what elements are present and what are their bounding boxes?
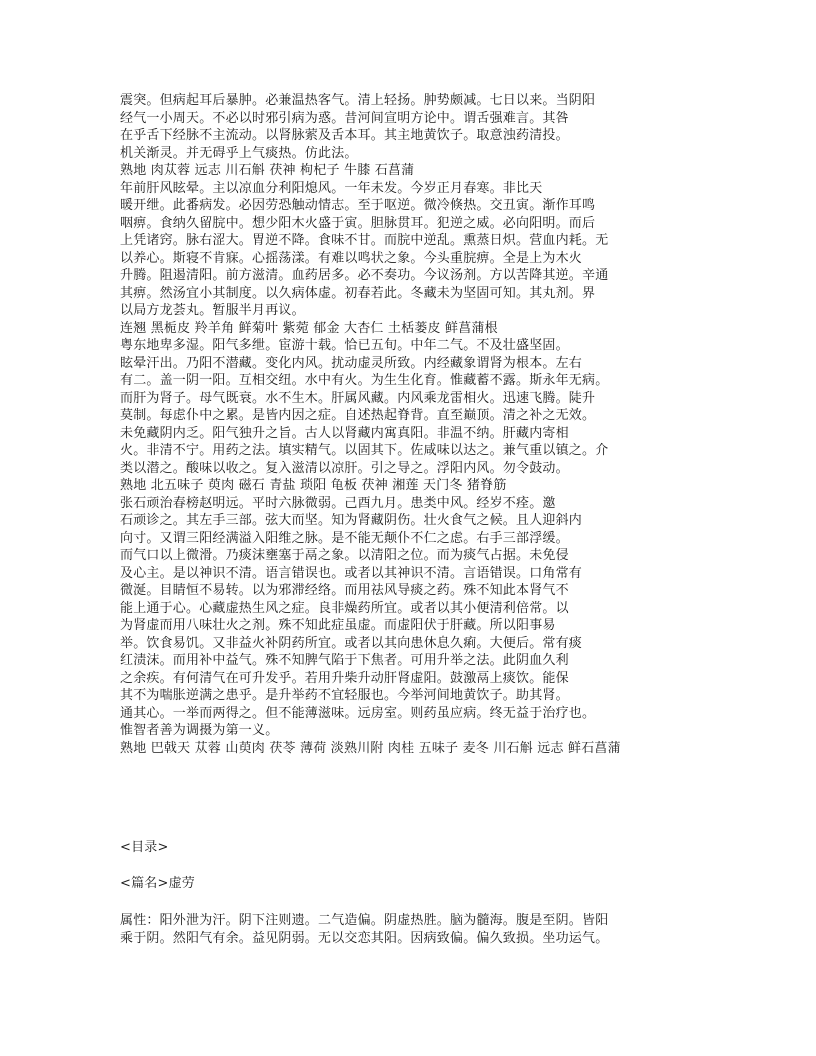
text-line: 震突。但病起耳后暴肿。必兼温热客气。清上轻扬。肿势颇减。七日以来。当阴阳	[120, 93, 596, 108]
text-line: 年前肝风眩晕。主以凉血分利阳熄风。一年未发。今岁正月春寒。非比天	[120, 180, 543, 196]
attribute-text-line: 乘于阴。然阳气有余。益见阴弱。无以交恋其阳。因病致偏。偏久致损。坐功运气。	[120, 930, 609, 946]
text-line: 其痹。然汤宜小其制度。以久病体虚。初春若此。冬藏未为坚固可知。其丸剂。界	[120, 285, 596, 301]
text-line: 升腾。阻遏清阳。前方滋清。血药居多。必不奏功。今议汤剂。方以苦降其逆。辛通	[120, 268, 609, 283]
table-of-contents-label: <目录>	[120, 840, 169, 855]
text-line: 连翘 黑栀皮 羚羊角 鲜菊叶 紫菀 郁金 大杏仁 土栝蒌皮 鲜菖蒲根	[120, 320, 498, 336]
text-line: 向寸。又谓三阳经满溢入阳维之脉。是不能无颠仆不仁之虑。右手三部浮缓。	[120, 530, 569, 546]
text-line: 其不为喘胀逆满之患乎。是升举药不宜轻服也。今举河间地黄饮子。助其肾。	[120, 688, 569, 703]
text-line: 上凭诸窍。脉右涩大。胃逆不降。食味不甘。而脘中逆乱。熏蒸日炽。营血内耗。无	[120, 233, 609, 248]
text-line: 熟地 北五味子 萸肉 磁石 青盐 琐阳 龟板 茯神 湘莲 天门冬 猪脊筋	[120, 478, 507, 493]
text-line: 在乎舌下经脉不主流动。以肾脉萦及舌本耳。其主地黄饮子。取意浊药清投。	[120, 128, 569, 143]
text-line: 举。饮食易饥。又非益火补阴药所宜。或者以其向患休息久痢。大便后。常有痰	[120, 635, 583, 651]
text-line: 及心主。是以神识不清。语言错误也。或者以其神识不清。言语错误。口角常有	[120, 565, 583, 581]
text-line: 火。非清不宁。用药之法。填实精气。以固其下。佐咸味以达之。兼气重以镇之。介	[120, 443, 609, 458]
text-line: 惟智者善为调摄为第一义。	[120, 723, 279, 738]
text-line: 张石顽治春榜赵明远。平时六脉微弱。己酉九月。患类中风。经岁不痊。邀	[120, 495, 556, 511]
text-line: 石顽诊之。其左手三部。弦大而坚。知为肾藏阴伤。壮火食气之候。且人迎斜内	[120, 513, 583, 528]
main-text-body	[120, 92, 710, 757]
text-line: 有二。盖一阴一阳。互相交纽。水中有火。为生生化育。惟藏蓄不露。斯永年无病。	[120, 373, 609, 388]
text-line: 莫制。每虑仆中之累。是皆内因之症。自述热起脊背。直至巅顶。清之补之无效。	[120, 408, 596, 423]
text-line: 通其心。一举而两得之。但不能薄滋味。远房室。则药虽应病。终无益于治疗也。	[120, 705, 596, 721]
text-line: 熟地 肉苁蓉 远志 川石斛 茯神 枸杞子 牛膝 石菖蒲	[120, 163, 415, 178]
text-line: 而肝为肾子。母气既衰。水不生木。肝属风藏。内风乘龙雷相火。迅速飞腾。陡升	[120, 390, 596, 406]
attribute-text-line: 属性：阳外泄为汗。阴下注则遗。二气造偏。阴虚热胜。脑为髓海。腹是至阴。皆阳	[120, 913, 609, 928]
text-line: 红渍沫。而用补中益气。殊不知脾气陷于下焦者。可用升举之法。此阴血久利	[120, 653, 569, 668]
text-line: 以养心。斯寝不肯寐。心摇荡漾。有难以鸣状之象。今头重脘痹。全是上为木火	[120, 250, 583, 266]
text-line: 类以潜之。酸味以收之。复入滋清以凉肝。引之导之。浮阳内风。勿令鼓动。	[120, 460, 569, 476]
text-line: 咽痹。食纳久留脘中。想少阳木火盛于寅。胆脉贯耳。犯逆之威。必向阳明。而后	[120, 215, 596, 231]
text-line: 熟地 巴戟天 苁蓉 山萸肉 茯苓 薄荷 淡熟川附 肉桂 五味子 麦冬 川石斛 远志 鲜石菖蒲	[120, 740, 621, 756]
text-line: 机关渐灵。并无碍乎上气痰热。仿此法。	[120, 145, 358, 161]
text-line: 以局方龙荟丸。暂服半月再议。	[120, 303, 305, 318]
text-line: 暖开绁。此番病发。必因劳恐触动情志。至于呕逆。微冷倏热。交丑寅。渐作耳鸣	[120, 198, 596, 213]
text-line: 粤东地卑多湿。阳气多绁。宦游十载。恰已五旬。中年二气。不及壮盛坚固。	[120, 338, 569, 353]
text-line: 而气口以上微滑。乃痰沫壅塞于鬲之象。以清阳之位。而为痰气占据。未免侵	[120, 548, 569, 563]
chapter-title: <篇名>虚劳	[120, 876, 195, 891]
text-line: 眩晕汗出。乃阳不潜藏。变化内风。扰动虚灵所致。内经藏象谓肾为根本。左右	[120, 355, 583, 371]
text-line: 未免藏阴内乏。阳气独升之旨。古人以肾藏内寓真阳。非温不纳。肝藏内寄相	[120, 425, 569, 441]
text-line: 为肾虚而用八味壮火之剂。殊不知此症虽虚。而虚阳伏于肝藏。所以阳事易	[120, 618, 556, 633]
text-line: 之余疾。有何清气在可升发乎。若用升柴升动肝肾虚阳。鼓激鬲上痰饮。能保	[120, 670, 569, 686]
text-line: 经气一小周天。不必以时邪引病为惑。昔河间宣明方论中。谓舌强难言。其咎	[120, 110, 569, 126]
text-line: 微涎。目睛恒不易转。以为邪滞经络。而用祛风导痰之药。殊不知此本肾气不	[120, 583, 569, 598]
attribute-paragraph	[120, 912, 710, 947]
text-line: 能上通于心。心藏虚热生风之症。良非燥药所宜。或者以其小便清利倍常。以	[120, 600, 569, 616]
